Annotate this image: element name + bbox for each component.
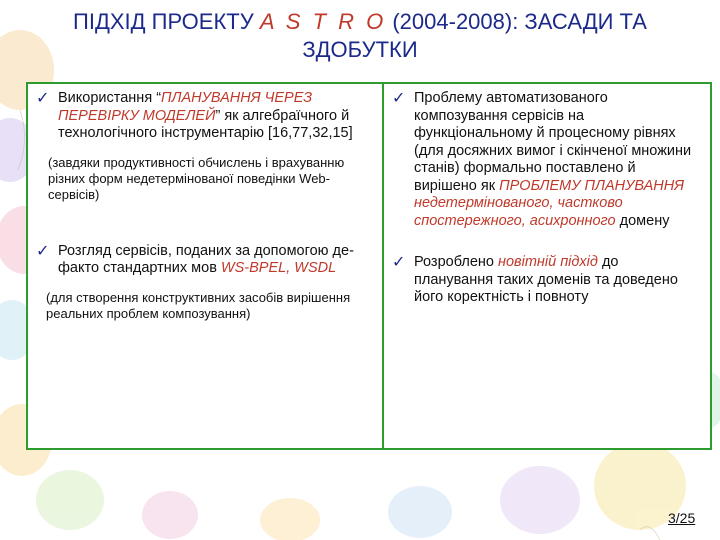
left-2-highlight: WS-BPEL, WSDL: [220, 260, 337, 276]
left-1-text-b: ” як алгебраїчного й технологічного інструментарію [16,77,32,15]: [58, 107, 353, 141]
balloon-decoration: [142, 491, 198, 539]
right-column: [392, 84, 698, 307]
left-2-text-a: Розгляд сервісів, поданих за допомогою де-факто стандартних мов: [58, 242, 354, 276]
checkmark-icon: ✓: [36, 242, 50, 260]
checkmark-icon: ✓: [392, 254, 406, 271]
title-part2: (2004-2008): ЗАСАДИ ТА: [386, 9, 647, 34]
left-bullet-1: [36, 90, 380, 143]
slide-title: [40, 8, 680, 64]
right-2-text-a: Розроблено: [414, 254, 498, 270]
checkmark-icon: ✓: [392, 90, 406, 107]
page-number: 3/25: [668, 510, 696, 526]
right-bullet-2: [392, 254, 698, 307]
balloon-decoration: [36, 470, 104, 530]
right-1-text-b: домену: [615, 212, 670, 229]
right-1-text-a: Проблему автоматизованого композування сервісів на функціональному й процесному рівнях (для досяжних вимог і скінченої множини станів) формально поставлено й вирішено як: [414, 90, 692, 194]
column-divider: [382, 84, 384, 448]
right-1-highlight: ПРОБЛЕМУ ПЛАНУВАННЯ недетермінованого, частково спостережного, асихронного: [414, 177, 685, 229]
title-astro: A S T R O: [259, 9, 387, 34]
left-note-2: (для створення конструктивних засобів вирішення реальних проблем композування): [46, 289, 351, 321]
content-frame: [26, 82, 712, 450]
left-note-1: (завдяки продуктивності обчислень і врахуванню різних форм недетермінованої поведінки Web-сервісів): [48, 154, 345, 202]
checkmark-icon: ✓: [36, 90, 50, 107]
left-1-highlight: ПЛАНУВАННЯ ЧЕРЕЗ ПЕРЕВІРКУ МОДЕЛЕЙ: [58, 90, 313, 124]
left-column: [36, 84, 380, 322]
title-line2: ЗДОБУТКИ: [302, 37, 418, 62]
balloon-decoration: [260, 498, 320, 540]
left-bullet-2: [36, 243, 380, 278]
left-1-text-a: Використання “: [58, 90, 162, 106]
right-2-highlight: новітній підхід: [498, 254, 598, 270]
balloon-decoration: [500, 466, 580, 534]
right-2-text-b: до планування таких доменів та доведено його коректність і повноту: [414, 254, 678, 305]
balloon-decoration: [388, 486, 452, 538]
title-part1: ПІДХІД ПРОЕКТУ: [73, 9, 260, 34]
right-bullet-1: [392, 90, 698, 230]
